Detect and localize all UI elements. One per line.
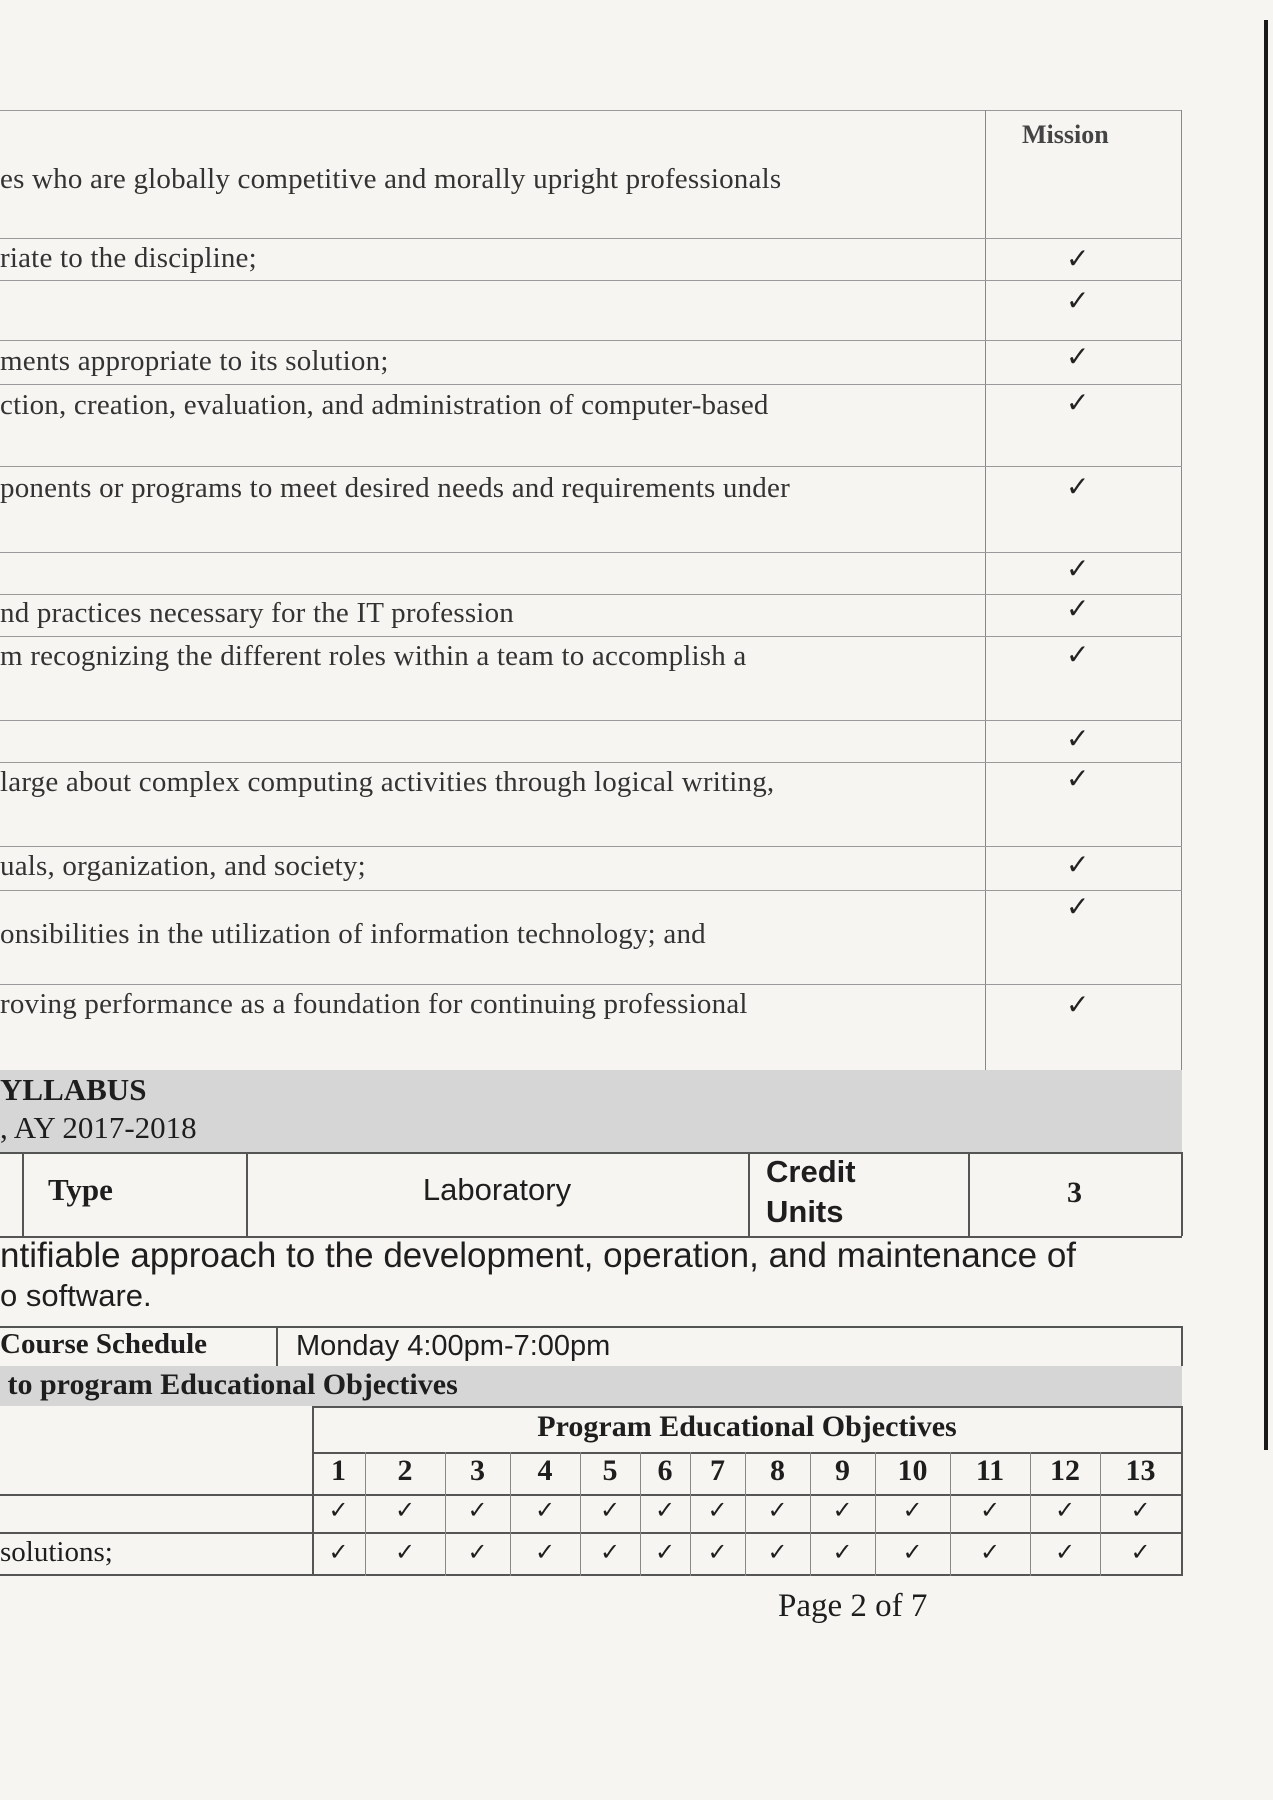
row-divider — [0, 1152, 1182, 1154]
peo-check: ✓ — [767, 1540, 788, 1566]
peo-check: ✓ — [534, 1540, 556, 1566]
peo-check: ✓ — [654, 1540, 676, 1566]
table-border — [985, 110, 986, 1070]
peo-check: ✓ — [394, 1498, 416, 1524]
course-description-line-1: ntifiable approach to the development, operation, and maintenance of — [0, 1236, 1077, 1275]
peo-check: ✓ — [467, 1540, 488, 1566]
table-border — [1181, 1152, 1183, 1236]
peo-check: ✓ — [1130, 1498, 1151, 1524]
mission-check: ✓ — [1066, 286, 1090, 317]
row-divider — [0, 846, 1182, 847]
peo-check: ✓ — [394, 1540, 416, 1566]
mission-check: ✓ — [1066, 764, 1090, 795]
peo-check: ✓ — [979, 1498, 1001, 1524]
peo-row-label: solutions; — [0, 1536, 113, 1568]
credit-label-2: Units — [766, 1194, 844, 1229]
peo-column-header: 1 — [331, 1454, 346, 1487]
peo-column-header: 8 — [770, 1454, 785, 1487]
row-divider — [0, 238, 1182, 239]
peo-check: ✓ — [328, 1540, 349, 1566]
table-border — [748, 1152, 750, 1236]
mission-check: ✓ — [1066, 892, 1090, 923]
row-divider — [0, 466, 1182, 467]
grid-border — [0, 1532, 1182, 1534]
schedule-value: Monday 4:00pm-7:00pm — [296, 1330, 611, 1362]
peo-grid-title: Program Educational Objectives — [537, 1410, 957, 1443]
mission-check: ✓ — [1066, 850, 1090, 881]
peo-check: ✓ — [832, 1540, 853, 1566]
page-number: Page 2 of 7 — [778, 1588, 928, 1624]
mission-intro: es who are globally competitive and morally upright professionals — [0, 163, 782, 195]
peo-check: ✓ — [902, 1498, 923, 1524]
mission-header: Mission — [1022, 120, 1109, 149]
peo-column-header: 12 — [1050, 1454, 1080, 1487]
peo-check: ✓ — [767, 1498, 788, 1524]
page-edge — [1264, 20, 1268, 1450]
mission-check: ✓ — [1066, 388, 1090, 419]
peo-check: ✓ — [599, 1540, 621, 1566]
peo-column-header: 9 — [835, 1454, 850, 1487]
mission-check: ✓ — [1066, 724, 1090, 755]
peo-check: ✓ — [654, 1498, 676, 1524]
peo-check: ✓ — [328, 1498, 349, 1524]
peo-check: ✓ — [979, 1540, 1001, 1566]
objective-text: m recognizing the different roles within a team to accomplish a — [0, 640, 747, 672]
row-divider — [0, 984, 1182, 985]
syllabus-subtitle: , AY 2017-2018 — [0, 1110, 197, 1145]
objective-text: ments appropriate to its solution; — [0, 345, 389, 377]
peo-column-header: 11 — [975, 1454, 1005, 1487]
credit-label-1: Credit — [766, 1154, 856, 1189]
grid-border — [0, 1574, 1182, 1576]
row-divider — [0, 552, 1182, 553]
row-divider — [0, 340, 1182, 341]
row-divider — [0, 384, 1182, 385]
peo-column-header: 2 — [397, 1454, 413, 1487]
peo-check: ✓ — [902, 1540, 923, 1566]
type-value: Laboratory — [422, 1172, 572, 1207]
table-border — [276, 1326, 278, 1366]
row-divider — [0, 762, 1182, 763]
peo-column-header: 10 — [897, 1454, 928, 1487]
peo-check: ✓ — [1054, 1540, 1076, 1566]
row-divider — [0, 636, 1182, 637]
peo-column-header: 6 — [657, 1454, 673, 1487]
peo-column-header: 7 — [710, 1454, 725, 1487]
row-divider — [0, 890, 1182, 891]
objective-text: ction, creation, evaluation, and administration of computer-based — [0, 389, 769, 421]
row-divider — [0, 280, 1182, 281]
mission-check: ✓ — [1066, 594, 1090, 625]
row-divider — [0, 594, 1182, 595]
credit-value: 3 — [1067, 1176, 1082, 1209]
peo-check: ✓ — [1130, 1540, 1151, 1566]
row-divider — [0, 720, 1182, 721]
objective-text: nd practices necessary for the IT profession — [0, 597, 514, 629]
objective-text: ponents or programs to meet desired needs and requirements under — [0, 472, 790, 504]
peo-check: ✓ — [707, 1540, 728, 1566]
peo-column-header: 3 — [470, 1454, 485, 1487]
peo-check: ✓ — [599, 1498, 621, 1524]
table-border — [22, 1152, 24, 1236]
peo-check: ✓ — [534, 1498, 556, 1524]
table-border — [1181, 1326, 1183, 1366]
table-border — [1181, 110, 1182, 1070]
peo-check: ✓ — [832, 1498, 853, 1524]
type-label: Type — [48, 1172, 113, 1207]
grid-border — [312, 1406, 1182, 1408]
peo-heading: to program Educational Objectives — [0, 1368, 458, 1401]
mission-check: ✓ — [1066, 244, 1090, 275]
table-border — [0, 110, 1182, 111]
peo-check: ✓ — [1054, 1498, 1076, 1524]
objective-text: riate to the discipline; — [0, 242, 257, 274]
peo-check: ✓ — [707, 1498, 728, 1524]
objective-text: roving performance as a foundation for continuing professional — [0, 988, 748, 1020]
peo-column-header: 5 — [602, 1454, 618, 1487]
mission-check: ✓ — [1066, 554, 1090, 585]
syllabus-title: YLLABUS — [0, 1072, 147, 1107]
peo-column-header: 13 — [1125, 1454, 1156, 1487]
schedule-label: Course Schedule — [0, 1328, 208, 1360]
mission-check: ✓ — [1066, 472, 1090, 503]
objective-text: onsibilities in the utilization of information technology; and — [0, 918, 706, 950]
mission-check: ✓ — [1066, 640, 1090, 671]
objective-text: uals, organization, and society; — [0, 850, 366, 882]
mission-check: ✓ — [1066, 990, 1090, 1021]
mission-check: ✓ — [1066, 342, 1090, 373]
peo-check: ✓ — [467, 1498, 488, 1524]
course-description-line-2: o software. — [0, 1278, 152, 1313]
objective-text: large about complex computing activities through logical writing, — [0, 766, 775, 798]
peo-column-header: 4 — [537, 1454, 553, 1487]
